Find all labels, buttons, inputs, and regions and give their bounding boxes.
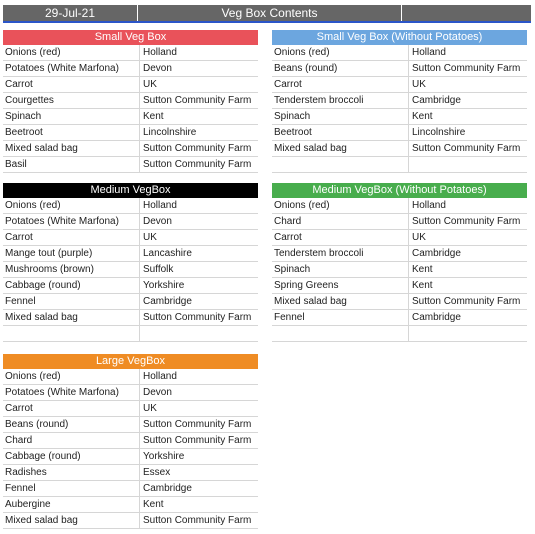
origin-cell[interactable]: UK (408, 230, 527, 245)
vegetable-cell[interactable]: Potatoes (White Marfona) (5, 63, 119, 74)
vegetable-cell[interactable]: Carrot (5, 403, 33, 414)
table-row (272, 77, 527, 93)
vegetable-cell[interactable]: Fennel (274, 312, 305, 323)
origin-cell[interactable]: Cambridge (408, 310, 527, 325)
small-veg-box-title[interactable]: Small Veg Box (3, 30, 258, 45)
vegetable-cell[interactable]: Cabbage (round) (5, 451, 81, 462)
table-row (3, 157, 258, 173)
origin-cell[interactable]: Cambridge (408, 246, 527, 261)
vegetable-cell[interactable]: Onions (red) (5, 200, 61, 211)
sheet-header-bar (3, 5, 531, 23)
table-row (272, 157, 527, 173)
vegetable-cell[interactable]: Carrot (274, 79, 302, 90)
vegetable-cell[interactable]: Basil (5, 159, 27, 170)
vegetable-cell[interactable]: Carrot (274, 232, 302, 243)
table-row (3, 45, 258, 61)
origin-cell[interactable]: Cambridge (408, 93, 527, 108)
large-vegbox-title[interactable]: Large VegBox (3, 354, 258, 369)
table-row (272, 262, 527, 278)
origin-cell[interactable]: Holland (408, 198, 527, 213)
vegetable-cell[interactable]: Potatoes (White Marfona) (5, 216, 119, 227)
origin-cell[interactable]: Essex (139, 465, 258, 480)
vegetable-cell[interactable]: Mixed salad bag (274, 296, 347, 307)
table-row (3, 385, 258, 401)
origin-cell[interactable]: Devon (139, 61, 258, 76)
origin-cell[interactable]: Lincolnshire (139, 125, 258, 140)
table-row (272, 230, 527, 246)
vegetable-cell[interactable]: Radishes (5, 467, 47, 478)
vegetable-cell[interactable]: Aubergine (5, 499, 51, 510)
origin-cell[interactable]: Holland (408, 45, 527, 60)
table-row (272, 198, 527, 214)
vegetable-cell[interactable]: Chard (274, 216, 302, 227)
table-row (272, 93, 527, 109)
vegetable-cell[interactable]: Courgettes (5, 95, 54, 106)
origin-cell[interactable]: UK (139, 230, 258, 245)
origin-cell[interactable]: Yorkshire (139, 278, 258, 293)
table-row (272, 278, 527, 294)
table-row (3, 77, 258, 93)
origin-cell[interactable]: Sutton Community Farm (139, 93, 258, 108)
vegetable-cell[interactable]: Onions (red) (274, 200, 330, 211)
vegetable-cell[interactable]: Spring Greens (274, 280, 339, 291)
table-row (3, 214, 258, 230)
origin-cell[interactable]: Cambridge (139, 294, 258, 309)
table-row (3, 230, 258, 246)
vegetable-cell[interactable]: Tenderstem broccoli (274, 248, 364, 259)
vegetable-cell[interactable]: Mushrooms (brown) (5, 264, 94, 275)
vegetable-cell[interactable] (3, 326, 139, 341)
vegetable-cell[interactable] (272, 326, 408, 341)
table-row (3, 401, 258, 417)
origin-cell[interactable]: Holland (139, 45, 258, 60)
vegetable-cell[interactable]: Carrot (5, 79, 33, 90)
table-row (3, 262, 258, 278)
medium-vegbox-without-potatoes-title[interactable]: Medium VegBox (Without Potatoes) (272, 183, 527, 198)
origin-cell[interactable]: Cambridge (139, 481, 258, 496)
vegetable-cell[interactable]: Chard (5, 435, 33, 446)
origin-cell[interactable]: Sutton Community Farm (408, 214, 527, 229)
origin-cell[interactable]: Kent (139, 109, 258, 124)
table-row (3, 497, 258, 513)
vegetable-cell[interactable]: Beans (round) (274, 63, 338, 74)
vegetable-cell[interactable]: Spinach (274, 264, 311, 275)
table-row (3, 141, 258, 157)
table-row (3, 433, 258, 449)
table-row (272, 125, 527, 141)
date-cell[interactable]: 29-Jul-21 (3, 5, 138, 21)
vegetable-cell[interactable]: Mixed salad bag (5, 312, 78, 323)
empty-header-cell[interactable] (402, 5, 531, 21)
origin-cell[interactable]: Sutton Community Farm (139, 513, 258, 528)
origin-cell[interactable]: Holland (139, 369, 258, 384)
table-row (3, 198, 258, 214)
vegetable-cell[interactable]: Beans (round) (5, 419, 69, 430)
vegetable-cell[interactable]: Fennel (5, 296, 36, 307)
vegetable-cell[interactable]: Spinach (5, 111, 42, 122)
origin-cell[interactable]: Sutton Community Farm (139, 433, 258, 448)
origin-cell[interactable]: Devon (139, 214, 258, 229)
origin-cell[interactable]: UK (139, 401, 258, 416)
medium-vegbox-without-potatoes-table (272, 183, 527, 342)
origin-cell[interactable]: UK (139, 77, 258, 92)
table-row (3, 465, 258, 481)
origin-cell[interactable]: Sutton Community Farm (408, 294, 527, 309)
origin-cell[interactable]: Sutton Community Farm (139, 310, 258, 325)
origin-cell[interactable]: UK (408, 77, 527, 92)
table-row (272, 214, 527, 230)
table-row (3, 449, 258, 465)
table-row (3, 278, 258, 294)
origin-cell[interactable]: Kent (139, 497, 258, 512)
vegetable-cell[interactable]: Cabbage (round) (5, 280, 81, 291)
table-row (272, 61, 527, 77)
origin-cell[interactable]: Sutton Community Farm (408, 141, 527, 156)
table-row (272, 45, 527, 61)
table-row (3, 417, 258, 433)
medium-vegbox-table (3, 183, 258, 342)
vegetable-cell[interactable] (272, 157, 408, 172)
origin-cell[interactable] (408, 157, 527, 172)
vegetable-cell[interactable]: Onions (red) (5, 371, 61, 382)
vegetable-cell[interactable]: Mange tout (purple) (5, 248, 93, 259)
origin-cell[interactable]: Kent (408, 262, 527, 277)
vegetable-cell[interactable]: Fennel (5, 483, 36, 494)
origin-cell[interactable]: Yorkshire (139, 449, 258, 464)
table-row (3, 326, 258, 342)
vegetable-cell[interactable]: Potatoes (White Marfona) (5, 387, 119, 398)
origin-cell[interactable]: Holland (139, 198, 258, 213)
table-row (3, 513, 258, 529)
table-row (3, 125, 258, 141)
sheet-title-cell[interactable]: Veg Box Contents (138, 5, 402, 21)
origin-cell[interactable]: Suffolk (139, 262, 258, 277)
vegetable-cell[interactable]: Beetroot (5, 127, 43, 138)
vegetable-cell[interactable]: Mixed salad bag (5, 143, 78, 154)
table-row (272, 109, 527, 125)
origin-cell[interactable]: Sutton Community Farm (139, 157, 258, 172)
small-veg-box-table (3, 30, 258, 173)
table-row (3, 61, 258, 77)
table-row (272, 326, 527, 342)
origin-cell[interactable] (408, 326, 527, 341)
origin-cell[interactable]: Lincolnshire (408, 125, 527, 140)
table-row (3, 93, 258, 109)
vegetable-cell[interactable]: Spinach (274, 111, 311, 122)
vegetable-cell[interactable]: Onions (red) (5, 47, 61, 58)
origin-cell[interactable]: Kent (408, 109, 527, 124)
table-row (3, 310, 258, 326)
origin-cell[interactable] (139, 326, 258, 341)
vegetable-cell[interactable]: Mixed salad bag (5, 515, 78, 526)
table-row (3, 246, 258, 262)
large-vegbox-table (3, 354, 258, 529)
small-veg-box-without-potatoes-title[interactable]: Small Veg Box (Without Potatoes) (272, 30, 527, 45)
table-row (272, 141, 527, 157)
origin-cell[interactable]: Lancashire (139, 246, 258, 261)
table-row (272, 246, 527, 262)
medium-vegbox-title[interactable]: Medium VegBox (3, 183, 258, 198)
origin-cell[interactable]: Devon (139, 385, 258, 400)
table-row (3, 481, 258, 497)
small-veg-box-without-potatoes-table (272, 30, 527, 173)
table-row (272, 294, 527, 310)
origin-cell[interactable]: Kent (408, 278, 527, 293)
vegetable-cell[interactable]: Tenderstem broccoli (274, 95, 364, 106)
vegetable-cell[interactable]: Mixed salad bag (274, 143, 347, 154)
vegetable-cell[interactable]: Carrot (5, 232, 33, 243)
origin-cell[interactable]: Sutton Community Farm (139, 141, 258, 156)
table-row (3, 109, 258, 125)
origin-cell[interactable]: Sutton Community Farm (408, 61, 527, 76)
origin-cell[interactable]: Sutton Community Farm (139, 417, 258, 432)
table-row (272, 310, 527, 326)
vegetable-cell[interactable]: Onions (red) (274, 47, 330, 58)
vegetable-cell[interactable]: Beetroot (274, 127, 312, 138)
table-row (3, 369, 258, 385)
table-row (3, 294, 258, 310)
